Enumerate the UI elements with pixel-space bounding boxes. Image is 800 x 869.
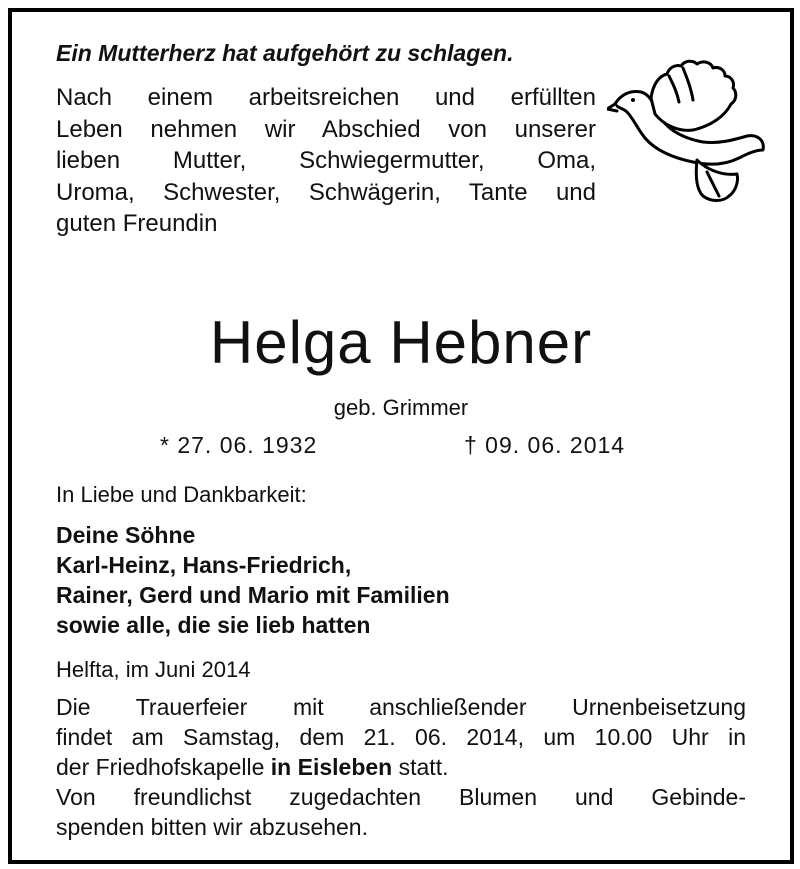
birth-date: * 27. 06. 1932 [160,432,318,458]
family-line: Deine Söhne [56,522,196,548]
death-date: † 09. 06. 2014 [464,432,626,458]
intro-line: Leben nehmen wir Abschied von unserer [56,115,596,143]
intro-line: Nach einem arbeitsreichen und erfüllten [56,84,596,111]
obituary-frame [8,8,794,864]
intro-text [56,82,596,240]
notice-line [56,752,746,782]
place-date: Helfta, im Juni 2014 [56,657,251,682]
notice-text: statt. [392,754,449,780]
notice-text: der Friedhofskapelle [56,754,271,780]
notice-line: spenden bitten wir abzusehen. [56,814,368,840]
family-line: Rainer, Gerd und Mario mit Familien [56,582,450,608]
intro-line: lieben Mutter, Schwiegermutter, Oma, [56,147,596,174]
intro-line: guten Freundin [56,210,218,237]
funeral-notice [56,692,746,842]
intro-line: Uroma, Schwester, Schwägerin, Tante und [56,178,596,206]
notice-line: Von freundlichst zugedachten Blumen und Gebinde- [56,784,746,810]
motto: Ein Mutterherz hat aufgehört zu schlagen. [56,40,514,66]
maiden-name: geb. Grimmer [333,395,469,420]
family-list [56,520,450,640]
notice-line: Die Trauerfeier mit anschließender Urnenbeisetzung [56,694,746,720]
notice-line: findet am Samstag, dem 21. 06. 2014, um 10.00 Uhr in [56,724,746,750]
thanks-line: In Liebe und Dankbarkeit: [56,482,307,507]
family-line: sowie alle, die sie lieb hatten [56,612,371,638]
location-bold: in Eisleben [270,754,393,780]
deceased-name: Helga Hebner [209,309,593,376]
dove-icon [607,54,772,209]
family-line: Karl-Heinz, Hans-Friedrich, [56,552,352,578]
